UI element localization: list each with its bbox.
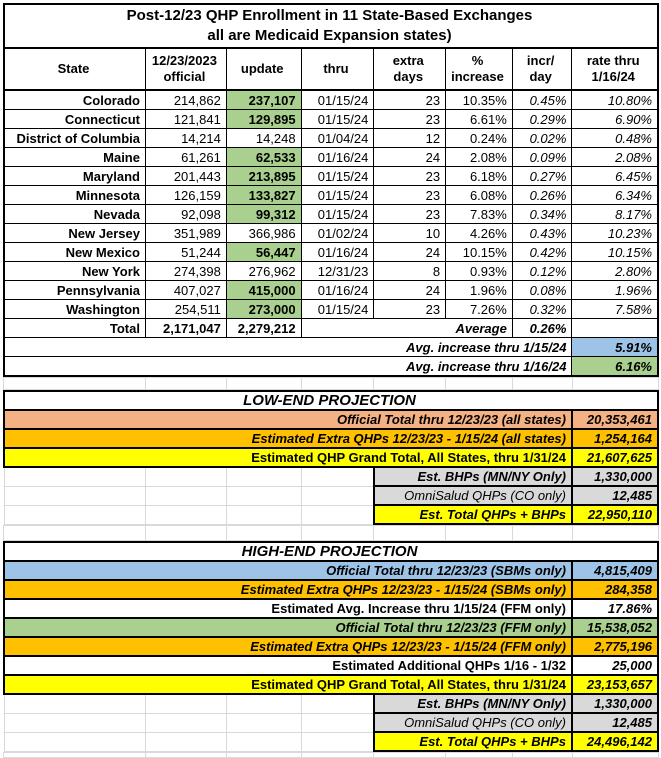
state-row [4,224,658,243]
column-header-extra_days[interactable] [374,48,446,90]
projection-label[interactable]: Official Total thru 12/23/23 (all states) [4,410,572,429]
empty-cell [226,732,301,751]
cell-extra-days[interactable]: 23 [374,186,446,205]
cell-update[interactable]: 14,248 [226,129,301,148]
section-title: LOW-END PROJECTION [4,391,658,410]
cell-incr-day[interactable]: 0.45% [512,90,572,110]
empty-cell [301,486,374,505]
addon-value[interactable]: 1,330,000 [572,467,658,486]
cell-update[interactable]: 213,895 [226,167,301,186]
cell-official[interactable]: 254,511 [145,300,226,319]
cell-rate[interactable]: 2.80% [572,262,658,281]
empty-cell [301,753,374,758]
cell-official[interactable]: 14,214 [145,129,226,148]
cell-update[interactable]: 99,312 [226,205,301,224]
cell-state[interactable]: Colorado [4,90,145,110]
cell-thru[interactable]: 01/15/24 [301,167,374,186]
total-update[interactable]: 2,279,212 [226,319,301,338]
empty-cell [146,505,227,524]
cell-thru[interactable]: 01/15/24 [301,90,374,110]
cell-extra-days[interactable]: 23 [374,110,446,129]
projection-label[interactable]: Estimated Additional QHPs 1/16 - 1/32 [4,656,572,675]
projection-row [4,448,658,467]
cell-incr-day[interactable]: 0.02% [512,129,572,148]
cell-rate[interactable]: 10.15% [572,243,658,262]
table-title-line2: all are Medicaid Expansion states) [207,27,452,44]
empty-cell [301,378,374,390]
addon-row [4,486,658,505]
empty-cell [572,526,658,541]
cell-official[interactable]: 351,989 [145,224,226,243]
column-header-official[interactable] [145,48,226,90]
empty-cell [4,753,146,758]
grid-spacer-row [4,526,659,541]
projection-row [4,410,658,429]
projection-row [4,656,658,675]
cell-incr-day[interactable]: 0.08% [512,281,572,300]
addon-row [4,505,658,524]
grid-gap [3,752,659,758]
cell-update[interactable]: 273,000 [226,300,301,319]
cell-pct-increase[interactable]: 6.08% [446,186,513,205]
cell-incr-day[interactable]: 0.42% [512,243,572,262]
cell-rate[interactable]: 0.48% [572,129,658,148]
projection-label[interactable]: Estimated QHP Grand Total, All States, thru 1/31/24 [4,448,572,467]
cell-incr-day[interactable]: 0.32% [512,300,572,319]
projection-row [4,580,658,599]
projection-value[interactable]: 17.86% [572,599,658,618]
grid-gap [3,377,659,390]
empty-cell [301,467,374,486]
cell-incr-day[interactable]: 0.12% [512,262,572,281]
high-end-projection-table [3,541,659,752]
column-header-pct_increase[interactable] [446,48,513,90]
empty-cell [374,753,446,758]
section-title-row [4,542,658,561]
cell-update[interactable]: 415,000 [226,281,301,300]
empty-cell [301,732,374,751]
cell-extra-days[interactable]: 24 [374,243,446,262]
empty-cell [145,526,226,541]
projection-value[interactable]: 284,358 [572,580,658,599]
avg-row [4,357,658,377]
projection-value[interactable]: 20,353,461 [572,410,658,429]
cell-pct-increase[interactable]: 4.26% [446,224,513,243]
cell-pct-increase[interactable]: 7.83% [446,205,513,224]
avg-label: Avg. increase thru 1/16/24 [4,357,572,377]
cell-official[interactable]: 214,862 [145,90,226,110]
projection-label[interactable]: Estimated QHP Grand Total, All States, thru 1/31/24 [4,675,572,694]
state-row [4,300,658,319]
empty-cell [572,378,658,390]
grid-spacer-row [4,378,659,390]
column-header-line2: 1/16/24 [591,69,635,84]
empty-cell [4,694,145,713]
state-row [4,186,658,205]
projection-value[interactable]: 23,153,657 [572,675,658,694]
column-header-rate[interactable] [572,48,658,90]
cell-extra-days[interactable]: 12 [374,129,446,148]
cell-incr-day[interactable]: 0.29% [512,110,572,129]
cell-thru[interactable]: 01/15/24 [301,205,374,224]
table-title [4,4,658,48]
state-row [4,243,658,262]
total-row [4,319,658,338]
empty-cell [146,467,227,486]
empty-cell [513,378,573,390]
total-rate-empty[interactable] [572,319,658,338]
cell-official[interactable]: 407,027 [145,281,226,300]
state-row [4,205,658,224]
avg-row [4,338,658,357]
addon-row [4,467,658,486]
column-header-line2: days [393,69,424,84]
empty-cell [4,526,146,541]
cell-rate[interactable]: 1.96% [572,281,658,300]
projection-label[interactable]: Estimated Extra QHPs 12/23/23 - 1/15/24 (all states) [4,429,572,448]
empty-cell [226,486,301,505]
projection-value[interactable]: 25,000 [572,656,658,675]
enrollment-table [3,3,659,377]
cell-state[interactable]: Maine [4,148,145,167]
cell-rate[interactable]: 6.90% [572,110,658,129]
state-row [4,129,658,148]
projection-value[interactable]: 2,775,196 [572,637,658,656]
projection-label[interactable]: Official Total thru 12/23/23 (FFM only) [4,618,572,637]
cell-update[interactable]: 237,107 [226,90,301,110]
state-row [4,167,658,186]
cell-state[interactable]: Connecticut [4,110,145,129]
column-header-line1: thru [323,61,349,76]
empty-cell [301,505,374,524]
cell-official[interactable]: 201,443 [145,167,226,186]
column-header-line2: increase [451,69,504,84]
projection-label[interactable]: Official Total thru 12/23/23 (SBMs only) [4,561,572,580]
cell-update[interactable]: 133,827 [226,186,301,205]
projection-row [4,618,658,637]
cell-state[interactable]: Minnesota [4,186,145,205]
empty-cell [4,713,145,732]
grid-spacer-row [4,753,659,758]
addon-label[interactable]: Est. Total QHPs + BHPs [374,732,572,751]
cell-incr-day[interactable]: 0.09% [512,148,572,167]
cell-update[interactable]: 62,533 [226,148,301,167]
cell-extra-days[interactable]: 23 [374,205,446,224]
cell-rate[interactable]: 10.80% [572,90,658,110]
empty-cell [226,378,301,390]
addon-label[interactable]: Est. BHPs (MN/NY Only) [374,694,572,713]
cell-rate[interactable]: 10.23% [572,224,658,243]
cell-thru[interactable]: 01/16/24 [301,243,374,262]
addon-value[interactable]: 12,485 [572,713,658,732]
addon-label[interactable]: Est. BHPs (MN/NY Only) [374,467,572,486]
addon-label[interactable]: OmniSalud QHPs (CO only) [374,486,572,505]
cell-update[interactable]: 276,962 [226,262,301,281]
empty-cell [145,753,226,758]
cell-thru[interactable]: 01/15/24 [301,300,374,319]
grid-gap [3,525,659,541]
cell-extra-days[interactable]: 8 [374,262,446,281]
column-header-line1: rate thru [586,53,640,68]
cell-extra-days[interactable]: 10 [374,224,446,243]
cell-pct-increase[interactable]: 6.18% [446,167,513,186]
cell-update[interactable]: 366,986 [226,224,301,243]
empty-cell [145,378,226,390]
projection-row [4,675,658,694]
cell-official[interactable]: 92,098 [145,205,226,224]
column-header-line1: State [57,61,90,76]
cell-extra-days[interactable]: 24 [374,281,446,300]
avg-value[interactable]: 6.16% [572,357,658,377]
empty-cell [226,753,301,758]
cell-thru[interactable]: 01/15/24 [301,110,374,129]
empty-cell [145,732,226,751]
cell-rate[interactable]: 6.45% [572,167,658,186]
column-header-state[interactable] [4,48,145,90]
state-row [4,110,658,129]
cell-update[interactable]: 129,895 [226,110,301,129]
cell-rate[interactable]: 7.58% [572,300,658,319]
cell-state[interactable]: Maryland [4,167,145,186]
column-header-thru[interactable] [301,48,374,90]
empty-cell [301,713,374,732]
cell-extra-days[interactable]: 23 [374,167,446,186]
empty-cell [226,694,301,713]
cell-pct-increase[interactable]: 6.61% [446,110,513,129]
average-value[interactable]: 0.26% [512,319,572,338]
table-title-line1: Post-12/23 QHP Enrollment in 11 State-Based Exchanges [126,7,533,24]
cell-incr-day[interactable]: 0.26% [512,186,572,205]
column-header-line1: update [240,61,284,76]
average-label[interactable]: Average [301,319,512,338]
cell-incr-day[interactable]: 0.27% [512,167,572,186]
state-row [4,281,658,300]
empty-cell [513,753,573,758]
cell-extra-days[interactable]: 23 [374,300,446,319]
cell-state[interactable]: District of Columbia [4,129,145,148]
projection-row [4,561,658,580]
empty-cell [4,467,146,486]
projection-label[interactable]: Estimated Avg. Increase thru 1/15/24 (FFM only) [4,599,572,618]
state-row [4,262,658,281]
cell-thru[interactable]: 01/15/24 [301,186,374,205]
cell-extra-days[interactable]: 24 [374,148,446,167]
addon-value[interactable]: 24,496,142 [572,732,658,751]
cell-state[interactable]: Pennsylvania [4,281,145,300]
cell-extra-days[interactable]: 23 [374,90,446,110]
empty-cell [513,526,573,541]
cell-rate[interactable]: 2.08% [572,148,658,167]
cell-state[interactable]: Washington [4,300,145,319]
cell-update[interactable]: 56,447 [226,243,301,262]
cell-official[interactable]: 274,398 [145,262,226,281]
empty-cell [146,486,227,505]
addon-value[interactable]: 1,330,000 [572,694,658,713]
cell-official[interactable]: 126,159 [145,186,226,205]
column-header-line2: official [163,69,206,84]
empty-cell [301,526,374,541]
addon-value[interactable]: 22,950,110 [572,505,658,524]
cell-thru[interactable]: 01/02/24 [301,224,374,243]
state-row [4,90,658,110]
avg-value[interactable]: 5.91% [572,338,658,357]
total-official[interactable]: 2,171,047 [145,319,226,338]
cell-pct-increase[interactable]: 0.93% [446,262,513,281]
projection-value[interactable]: 21,607,625 [572,448,658,467]
column-header-line1: extra [392,53,424,68]
cell-pct-increase[interactable]: 0.24% [446,129,513,148]
section-title-row [4,391,658,410]
empty-cell [446,526,513,541]
empty-cell [226,505,301,524]
addon-label[interactable]: OmniSalud QHPs (CO only) [374,713,572,732]
cell-state[interactable]: New Jersey [4,224,145,243]
column-header-line1: 12/23/2023 [151,53,217,68]
projection-row [4,637,658,656]
cell-pct-increase[interactable]: 7.26% [446,300,513,319]
cell-thru[interactable]: 01/16/24 [301,281,374,300]
cell-official[interactable]: 121,841 [145,110,226,129]
empty-cell [572,753,658,758]
empty-cell [374,378,446,390]
projection-value[interactable]: 1,254,164 [572,429,658,448]
addon-row [4,694,658,713]
projection-row [4,429,658,448]
avg-label: Avg. increase thru 1/15/24 [4,338,572,357]
column-header-line2: day [529,69,552,84]
header-row [4,48,658,90]
cell-incr-day[interactable]: 0.34% [512,205,572,224]
column-header-line1: incr/ [526,53,555,68]
empty-cell [4,505,146,524]
empty-cell [301,694,374,713]
cell-state[interactable]: New York [4,262,145,281]
cell-state[interactable]: New Mexico [4,243,145,262]
projection-label[interactable]: Estimated Extra QHPs 12/23/23 - 1/15/24 (FFM only) [4,637,572,656]
projection-row [4,599,658,618]
addon-row [4,732,658,751]
empty-cell [226,713,301,732]
addon-value[interactable]: 12,485 [572,486,658,505]
projection-value[interactable]: 15,538,052 [572,618,658,637]
column-header-incr_day[interactable] [512,48,572,90]
empty-cell [226,467,301,486]
empty-cell [374,526,446,541]
total-label[interactable]: Total [4,319,145,338]
column-header-update[interactable] [226,48,301,90]
cell-pct-increase[interactable]: 2.08% [446,148,513,167]
cell-rate[interactable]: 6.34% [572,186,658,205]
cell-thru[interactable]: 01/04/24 [301,129,374,148]
empty-cell [145,713,226,732]
empty-cell [145,694,226,713]
cell-pct-increase[interactable]: 10.15% [446,243,513,262]
cell-pct-increase[interactable]: 10.35% [446,90,513,110]
addon-row [4,713,658,732]
low-end-projection-table [3,390,659,525]
cell-official[interactable]: 51,244 [145,243,226,262]
empty-cell [4,378,146,390]
cell-rate[interactable]: 8.17% [572,205,658,224]
cell-state[interactable]: Nevada [4,205,145,224]
addon-label[interactable]: Est. Total QHPs + BHPs [374,505,572,524]
title-row [4,4,658,48]
cell-thru[interactable]: 01/16/24 [301,148,374,167]
cell-official[interactable]: 61,261 [145,148,226,167]
state-row [4,148,658,167]
projection-label[interactable]: Estimated Extra QHPs 12/23/23 - 1/15/24 (SBMs only) [4,580,572,599]
empty-cell [446,378,513,390]
empty-cell [4,732,145,751]
projection-value[interactable]: 4,815,409 [572,561,658,580]
section-title: HIGH-END PROJECTION [4,542,658,561]
empty-cell [226,526,301,541]
cell-pct-increase[interactable]: 1.96% [446,281,513,300]
empty-cell [4,486,146,505]
empty-cell [446,753,513,758]
cell-incr-day[interactable]: 0.43% [512,224,572,243]
column-header-line1: % [471,53,484,68]
cell-thru[interactable]: 12/31/23 [301,262,374,281]
